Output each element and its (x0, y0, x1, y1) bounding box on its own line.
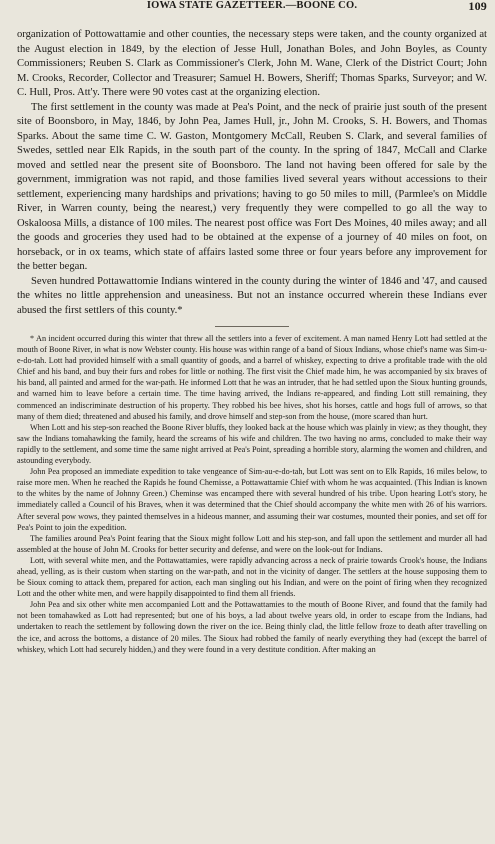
footnote-paragraph: John Pea proposed an immediate expedition to take vengeance of Sim-au-e-do-tah, but Lott was sent on to Elk Rapids, 16 miles below, to raise more men. When he reached the Rapids he found Chemisse, a Pottawattamie Chief with whom he was acquainted. (This Indian is known to the whites by the name of Johnny Green.) Cheminse was encamped there with several hundred of his tribe. Upon hearing Lott's story, he immediately called a Council of his Braves, when it was determined that the Chief should accompany the white men with 26 of his warriors. After several pow wows, they painted themselves in a hideous manner, and assuming their war costumes, mounted their ponies, and set off for Pea's Point to join the expedition. (17, 467, 487, 532)
footnote-paragraph: * An incident occurred during this winter that threw all the settlers into a fever of excitement. A man named Henry Lott had settled at the mouth of Boone River, in what is now Webster county. His house was within range of a band of Sioux Indians, whose chief's name was Sim-u-e-do-tah. Lott had provided himself with a small quantity of goods, and a barrel of whiskey, expecting to drive a profitable trade with the old Chief and his band, and buy their furs and robes for little or nothing. The first visit the Chief made him, he was accompanied by six braves of his band, all painted and armed for the war-path. He informed Lott that he was an intruder, that he had settled upon the Sioux hunting grounds, and warned him to leave before a certain time. The time having arrived, the Indians re-appeared, and finding Lott still remaining, they commenced an indiscriminate destruction of his property. They robbed his bee hives, shot his horses, cattle and hogs full of arrows, so that many of them died; threatened and abused his family, and drove himself and step-son from the house, (more scared than hurt. (17, 334, 487, 421)
body-paragraph: The first settlement in the county was made at Pea's Point, and the neck of prairie just south of the present site of Boonsboro, in May, 1846, by John Pea, James Hull, jr., John M. Crooks, S. H. Bowers, and Thomas Sparks. About the same time C. W. Gaston, Montgomery McCall, Reuben S. Clark, and several families of Swedes, settled near Elk Rapids, in the south part of the county. In the spring of 1847, McCall and Clarke moved and settled near the present site of Boonsboro. The land not having been offered for sale by the government, immigration was not rapid, and those families lived several years without accessions to their settlement, experiencing many hardships and privations; having to go 50 miles to mill, (Parmlee's on Middle River, in Warren county, being the nearest,) very frequently they were compelled to go all the way to Oskaloosa Mills, a distance of 100 miles. The nearest post office was Fort Des Moines, 40 miles away; and all the goods and groceries they used had to be obtained at the expense of a journey of 40 miles on foot, on horseback, or in ox teams, which state of affairs lasted some three or four years before any improvement for the better began. (17, 101, 487, 272)
footnote-paragraph: When Lott and his step-son reached the Boone River bluffs, they looked back at the house which was plainly in view; as they thought, they saw the Indians tomahawking the family, heard the screams of his wife and children. The two having no arms, concluded to make their way rapidly to the settlement, and some time the same night arrived at Pea's Point, spreading a horrible story, alarming the women and children, and astounding everybody. (17, 422, 487, 466)
footnote-paragraph: The families around Pea's Point fearing that the Sioux might follow Lott and his step-son, and fall upon the settlement and murder all had assembled at the house of John M. Crooks for better security and defense, and were on the look-out for Indians. (17, 533, 487, 554)
footnote-paragraph: John Pea and six other white men accompanied Lott and the Pottawattamies to the mouth of Boone River, and found that the family had not been tomahawked as Lott had represented; but one of his boys, a lad about twelve years old, in order to escape from the Indians, had undertaken to reach the settlement by following down the river on the ice. Being thinly clad, the little fellow froze to death after travelling on the ice, and across the bottoms, a distance of 20 miles. The Sioux had robbed the family of nearly everything they had (except the barrel of whiskey, which Lott had securely hidden,) and they were found in a very destitute condition. After making an (17, 600, 487, 654)
running-head (17, 0, 487, 14)
running-title: IOWA STATE GAZETTEER.—BOONE CO. (146, 0, 358, 11)
footnotes (17, 333, 487, 655)
body-paragraph: organization of Pottowattamie and other counties, the necessary steps were taken, and the county organized at the August election in 1849, by the election of Jesse Hull, Jonathan Boles, and John Boyles, as County Commissioners; Reuben S. Clark as Commissioner's Clerk, John M. Wane, Clerk of the District Court; John M. Crooks, Recorder, Collector and Treasurer; Samuel H. Bowers, Sheriff; Thomas Sparks, Surveyor; and W. C. Hull, Pros. Att'y. There were 90 votes cast at the organizing election. (17, 29, 487, 98)
main-text (17, 28, 487, 318)
body-paragraph: Seven hundred Pottawattomie Indians wintered in the county during the winter of 1846 and '47, and caused the whites no little apprehension and uneasiness. But not an instance occurred wherein these Indians ever abused the first settlers of this county.* (17, 275, 487, 316)
footnote-divider (215, 326, 289, 327)
page-number: 109 (468, 0, 487, 13)
footnote-paragraph: Lott, with several white men, and the Pottawattamies, were rapidly advancing across a neck of prairie towards Crook's house, the Indians ahead, yelling, as is their custom when starting on the war-path, and not in the vicinity of danger. The settlers at the house supposing them to be Sioux coming to attack them, prepared for action, each man singling out his Indian, and were on the point of firing when they recognized Lott and the other white men, and were happily disappointed to find them all friends. (17, 555, 487, 599)
